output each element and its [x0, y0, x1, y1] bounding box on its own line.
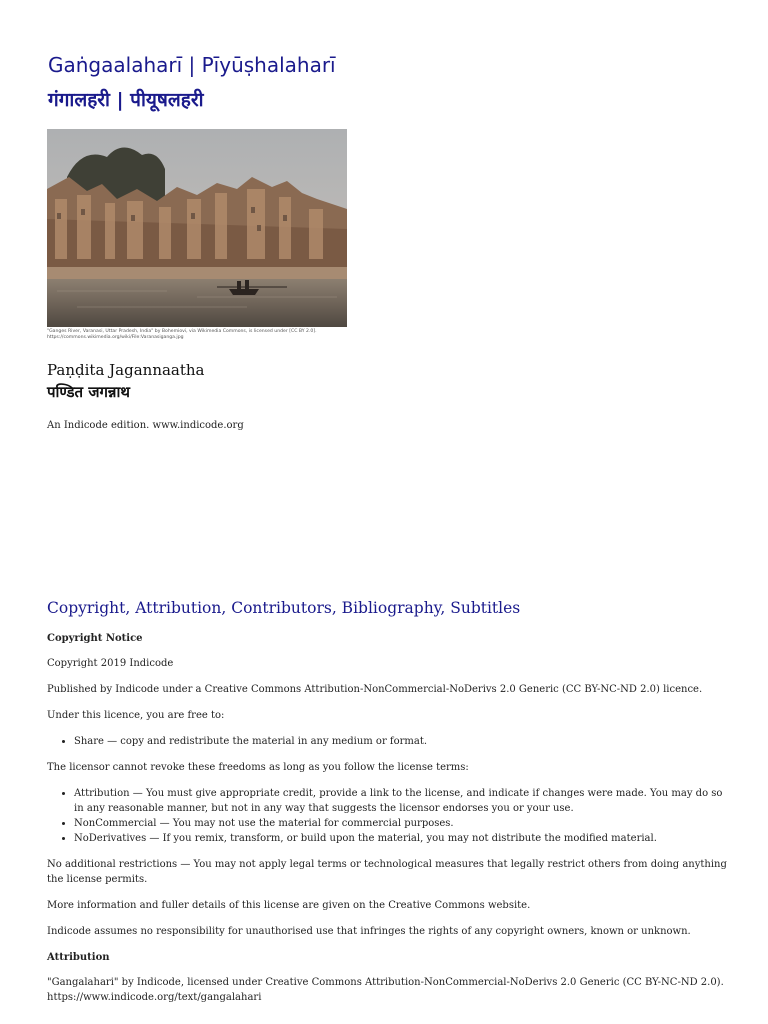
more-info: More information and fuller details of this license are given on the Creative Commons website.: [47, 900, 531, 911]
copyright-section: [47, 597, 727, 1005]
list-item-noderivatives: • NoDerivatives — If you remix, transform, or build upon the material, you may not distribute the modified material.: [74, 831, 727, 846]
copyright-notice-heading: Copyright Notice: [47, 633, 143, 644]
author-roman: Paṇḍita Jagannaatha: [47, 361, 205, 379]
freedoms-list: [47, 734, 727, 749]
list-item-attribution: • Attribution — You must give appropriate credit, provide a link to the license, and indicate if changes were made. You may do so in any reasonable manner, but not in any way that suggests the licensor endorses you or your use.: [74, 786, 727, 816]
terms-list: [47, 786, 727, 846]
no-responsibility: Indicode assumes no responsibility for unauthorised use that infringes the rights of any copyright owners, known or unknown.: [47, 926, 691, 937]
edition-note: An Indicode edition. www.indicode.org: [47, 420, 244, 431]
ganges-river-photo: [47, 129, 347, 327]
photo-caption-url[interactable]: https://commons.wikimedia.org/wiki/File:Varanasiganga.jpg: [47, 335, 184, 340]
attribution-heading: Attribution: [47, 952, 110, 963]
no-restrictions: No additional restrictions — You may not apply legal terms or technological measures that legally restrict others from doing anything the license permits.: [47, 859, 727, 885]
section-heading: Copyright, Attribution, Contributors, Bibliography, Subtitles: [47, 599, 521, 617]
free-to-intro: Under this licence, you are free to:: [47, 710, 225, 721]
photo-caption-credit: "Ganges River, Varanasi, Uttar Pradesh, India" by Bohemiovi, via Wikimedia Commons, is licensed under [CC BY 2.0].: [47, 329, 317, 334]
attribution-text: "Gangalahari" by Indicode, licensed under Creative Commons Attribution-NonCommercial-NoDerivs 2.0 Generic (CC BY-NC-ND 2.0).: [47, 977, 724, 988]
title-roman: Gaṅgaalaharī | Pīyūṣhalaharī: [48, 53, 336, 77]
copyright-line: Copyright 2019 Indicode: [47, 658, 174, 669]
ganges-photo-illustration: [47, 129, 347, 327]
author-devanagari: पण्डित जगन्नाथ: [47, 383, 130, 401]
list-item-noncommercial: • NonCommercial — You may not use the material for commercial purposes.: [74, 816, 727, 831]
published-statement: Published by Indicode under a Creative Commons Attribution-NonCommercial-NoDerivs 2.0 Generic (CC BY-NC-ND 2.0) licence.: [47, 684, 703, 695]
list-item-share: • Share — copy and redistribute the material in any medium or format.: [74, 734, 727, 749]
terms-intro: The licensor cannot revoke these freedoms as long as you follow the license terms:: [47, 762, 469, 773]
attribution-url[interactable]: https://www.indicode.org/text/gangalahari: [47, 992, 262, 1003]
title-devanagari: गंगालहरी | पीयूषलहरी: [48, 89, 204, 111]
photo-caption: [47, 329, 347, 341]
